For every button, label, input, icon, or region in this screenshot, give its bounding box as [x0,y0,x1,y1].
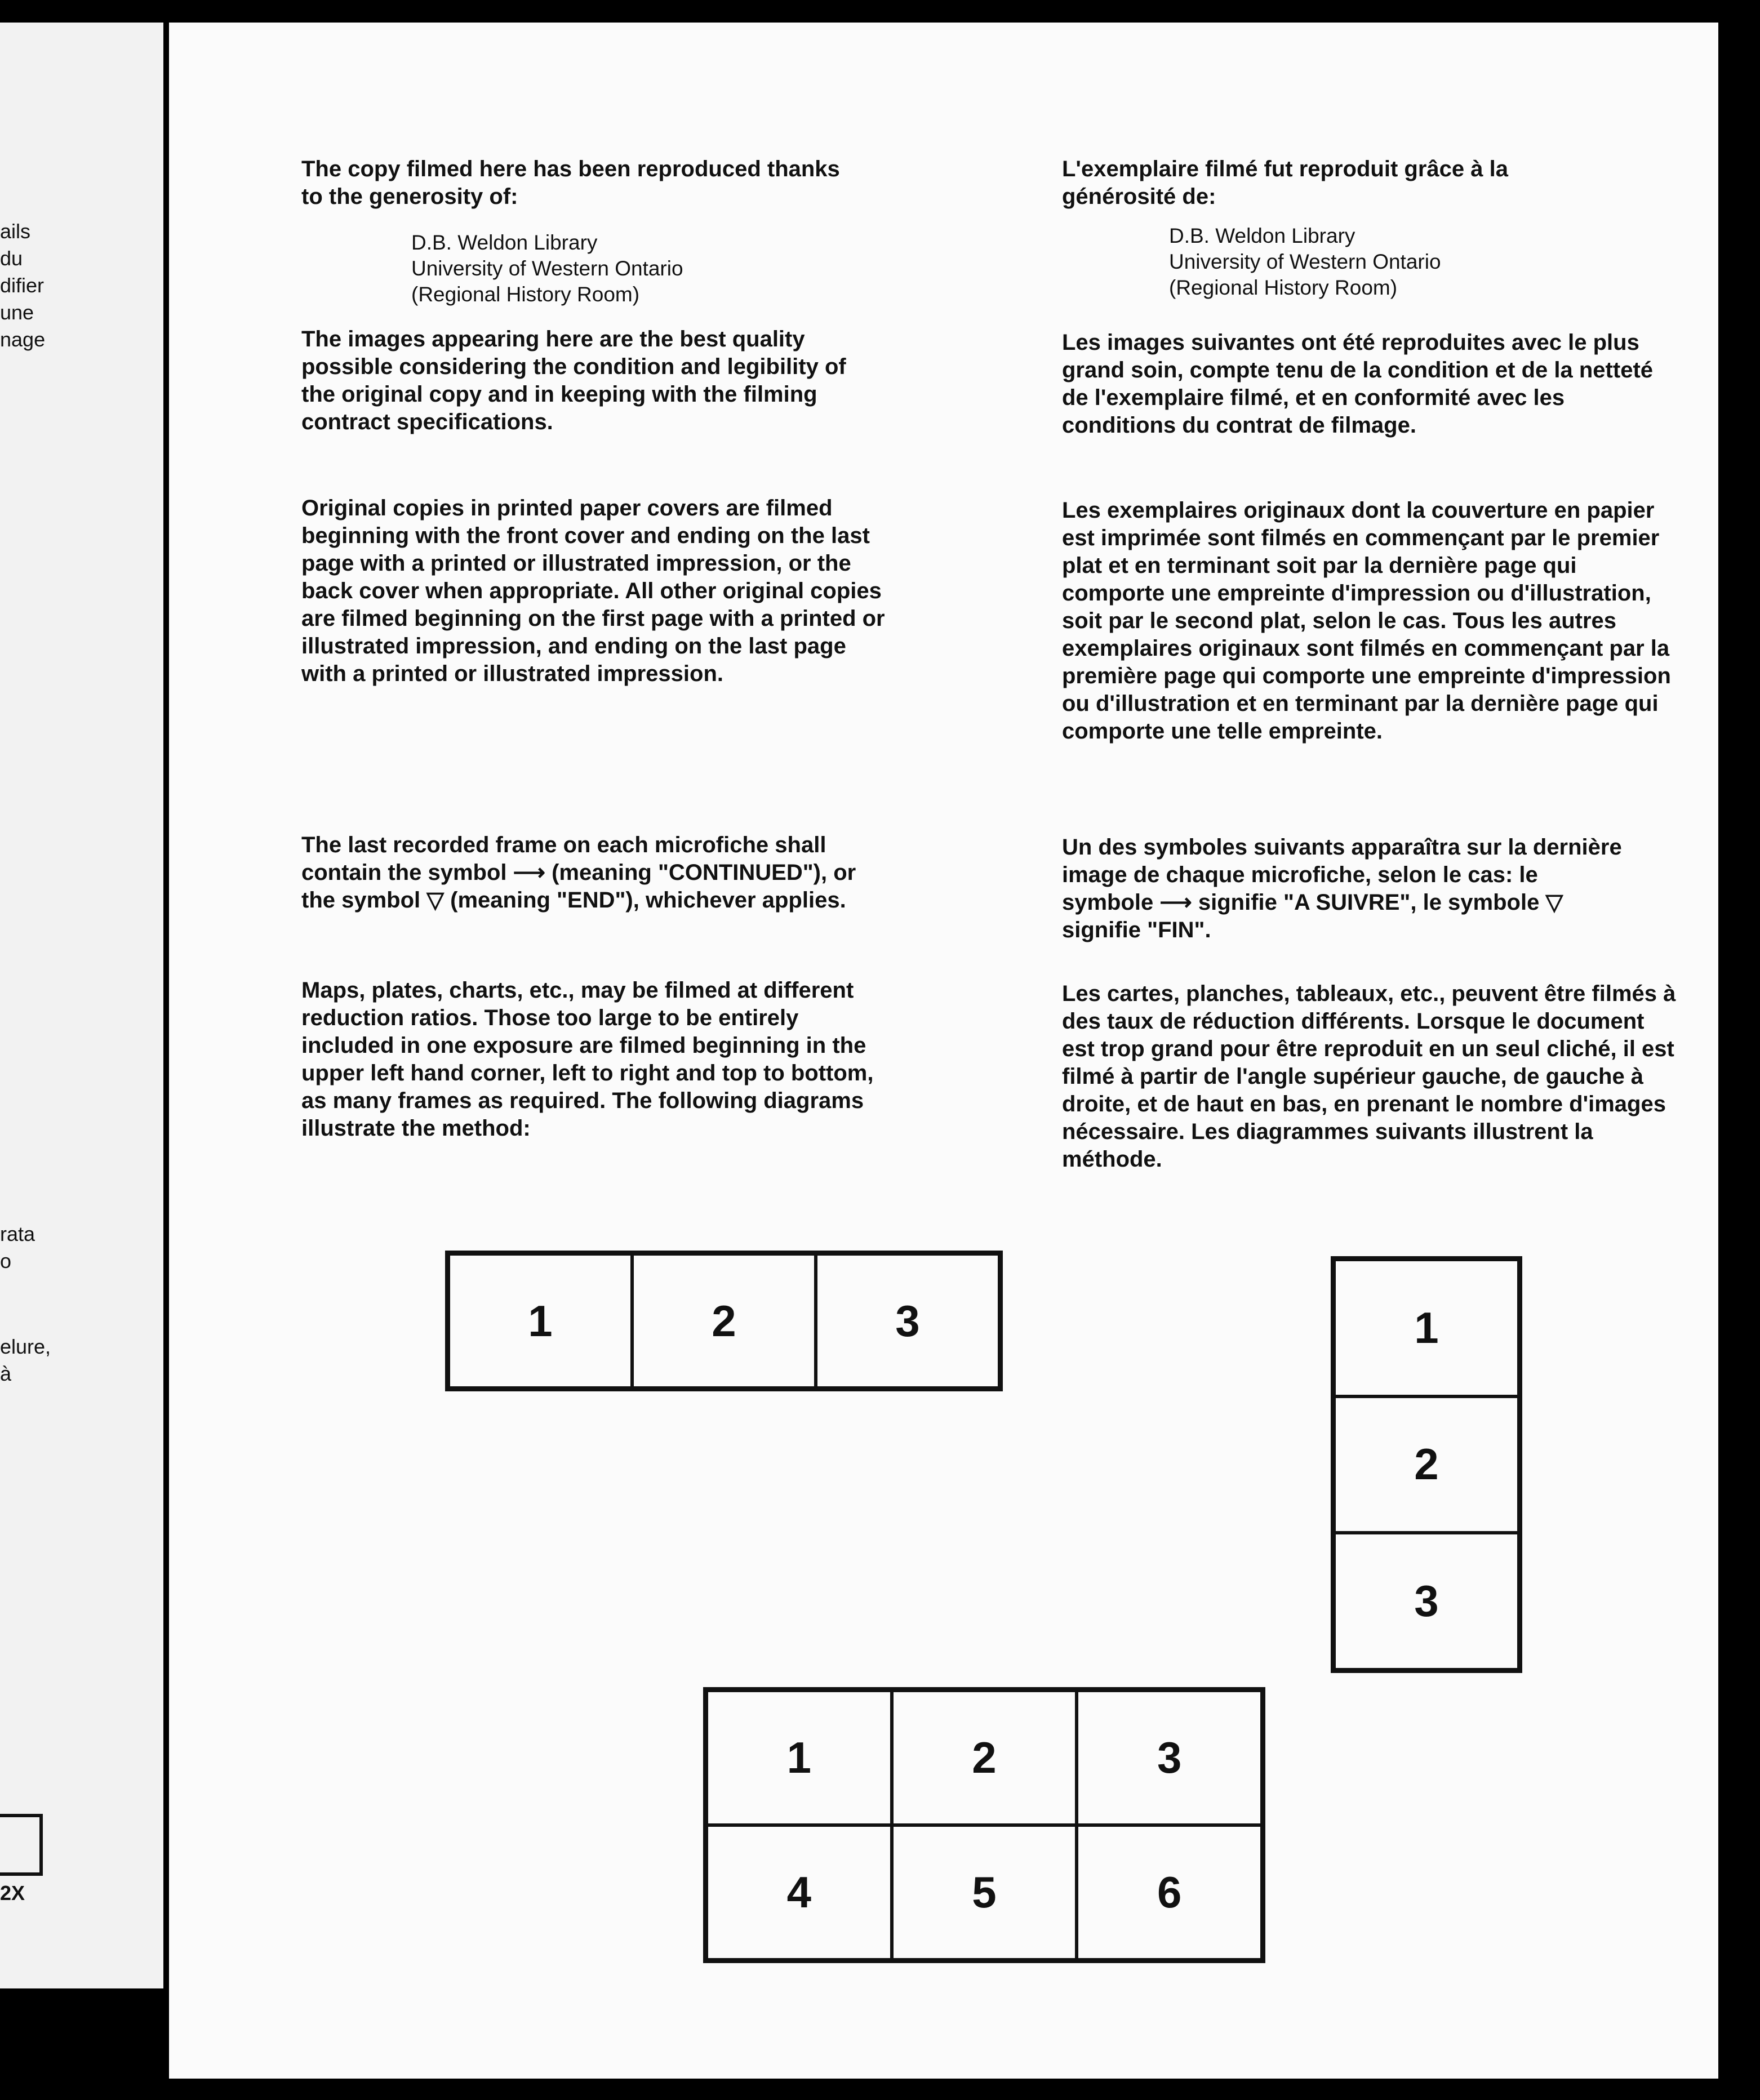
fragment-text: rata [0,1222,35,1245]
previous-page-edge [0,23,163,1988]
fragment-text: elure, [0,1335,51,1358]
diagram-vertical [1331,1256,1522,1673]
frame-cell: 4 [706,1825,892,1960]
english-quality-paragraph: The images appearing here are the best quality possible considering the condition and legibility of the original copy and in keeping with the filming contract specifications. [301,327,846,434]
diagram-grid [703,1687,1265,1963]
frame-cell: 3 [1334,1533,1519,1670]
french-quality-paragraph: Les images suivantes ont été reproduites avec le plus grand soin, compte tenu de la condition et de la netteté de l'exemplaire filmé, et en conformité avec les conditions du contrat de filmage. [1062,330,1654,438]
english-symbols-paragraph: The last recorded frame on each microfiche shall contain the symbol ⟶ (meaning "CONTINUED"), or the symbol ▽ (meaning "END"), whichever applies. [301,833,856,913]
fragment-text: à [0,1362,12,1385]
english-covers-paragraph: Original copies in printed paper covers are filmed beginning with the front cover and ending on the last page with a printed or illustrated impression, or the back cover when appropriate. All other original copies are filmed beginning on the first page with a printed or illustrated impression, and ending on the last page with a printed or illustrated impression. [301,496,885,686]
frame-cell: 3 [1077,1690,1262,1825]
french-covers-paragraph: Les exemplaires originaux dont la couverture en papier est imprimée sont filmés en commençant par le premier plat et en terminant soit par la dernière page qui comporte une empreinte d'impression ou d'illustration, soit par le second plat, selon le cas. Tous les autres exemplaires originaux sont filmés en commençant par la première page qui comporte une empreinte d'impression ou d'illustration et en terminant par la dernière page qui comporte une telle empreinte. [1062,498,1671,744]
fragment-text: 2X [0,1881,25,1905]
english-intro: The copy filmed here has been reproduced thanks to the generosity of: [301,157,840,209]
fragment-text: difier [0,274,45,297]
frame-cell: 5 [892,1825,1077,1960]
french-symbols-paragraph: Un des symboles suivants apparaîtra sur la dernière image de chaque microfiche, selon le cas: le symbole ⟶ signifie "A SUIVRE", le symbole ▽ signifie "FIN". [1062,835,1622,942]
french-maps-paragraph: Les cartes, planches, tableaux, etc., peuvent être filmés à des taux de réduction différents. Lorsque le document est trop grand pour être reproduit en un seul cliché, il est filmé à partir de l'angle supérieur gauche, de gauche à droite, et de haut en bas, en prenant le nombre d'images nécessaire. Les diagrammes suivants illustrent la méthode. [1062,981,1676,1172]
frame-cell: 2 [632,1254,816,1388]
english-address: D.B. Weldon Library University of Western Ontario (Regional History Room) [411,231,683,306]
fragment-text: nage [0,328,46,351]
english-maps-paragraph: Maps, plates, charts, etc., may be filmed at different reduction ratios. Those too large to be entirely included in one exposure are filmed beginning in the upper left hand corner, left to right and top to bottom, as many frames as required. The following diagrams illustrate the method: [301,978,874,1141]
french-address: D.B. Weldon Library University of Western Ontario (Regional History Room) [1169,224,1441,299]
diagram-horizontal [445,1251,1003,1391]
document-page [169,23,1718,2079]
frame-cell: 6 [1077,1825,1262,1960]
frame-cell: 1 [448,1254,632,1388]
frame-cell: 1 [706,1690,892,1825]
fragment-text: une [0,301,34,324]
frame-cell: 2 [1334,1396,1519,1533]
fragment-text: ails [0,220,31,243]
fragment-text: du [0,247,23,270]
frame-cell: 3 [816,1254,999,1388]
fragment-box [0,1814,43,1876]
frame-cell: 2 [892,1690,1077,1825]
fragment-text: o [0,1249,12,1273]
french-intro: L'exemplaire filmé fut reproduit grâce à la générosité de: [1062,157,1508,209]
frame-cell: 1 [1334,1260,1519,1396]
